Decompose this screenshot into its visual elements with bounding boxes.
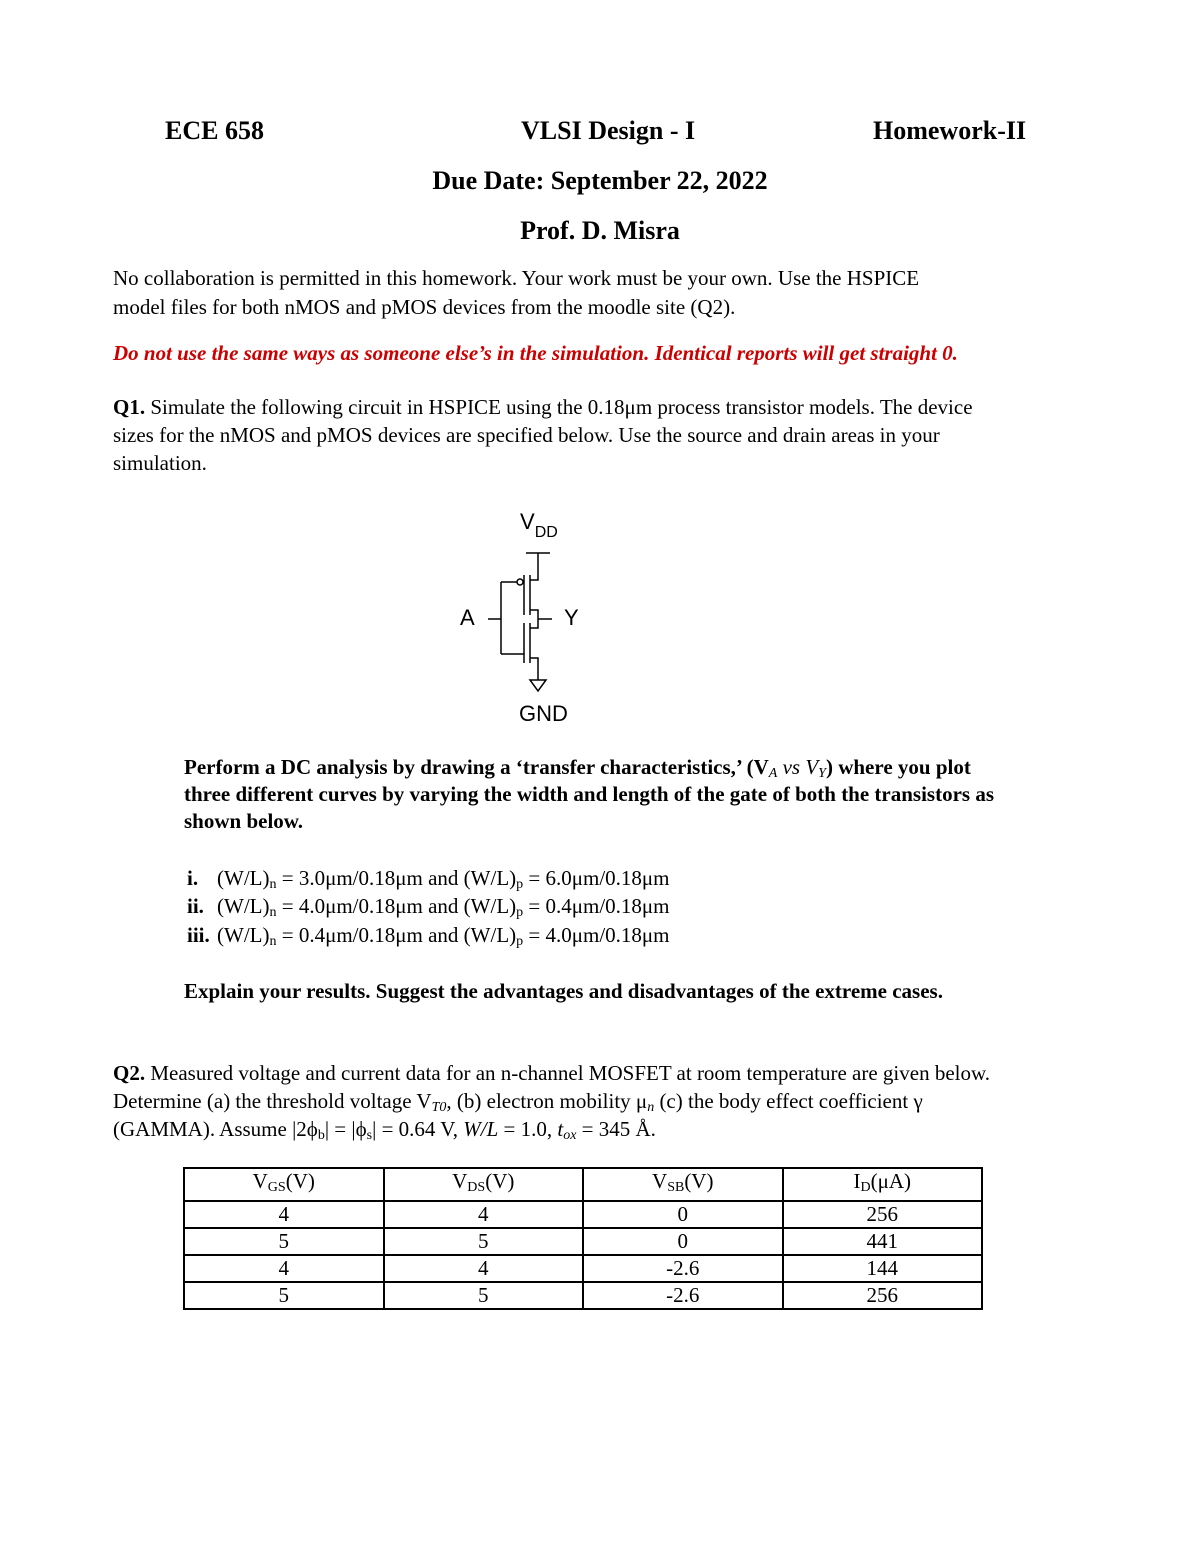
- q2-phi-s-sub: s: [366, 1128, 373, 1143]
- pmos-source: [530, 565, 538, 580]
- header-main: I: [853, 1169, 861, 1193]
- table-cell: 0: [583, 1201, 783, 1228]
- table-cell: 5: [384, 1282, 584, 1309]
- case-wl-n: (W/L): [217, 894, 270, 918]
- course-number: ECE 658: [165, 116, 264, 145]
- case-sub-p: p: [516, 934, 524, 949]
- case-sub-n: n: [269, 877, 277, 892]
- q2-wl: W/L: [463, 1117, 499, 1141]
- table-cell: 441: [783, 1228, 983, 1255]
- explain-results: Explain your results. Suggest the advantages and disadvantages of the extreme cases.: [184, 979, 943, 1003]
- perform-line-1-end: ) where you plot: [825, 755, 971, 779]
- table-row: [184, 1201, 982, 1228]
- q2-line-1-text: Measured voltage and current data for an n-channel MOSFET at room temperature are given below.: [145, 1061, 991, 1085]
- header-main: V: [452, 1169, 468, 1193]
- case-sub-n: n: [269, 934, 277, 949]
- course-title: VLSI Design - I: [521, 116, 696, 145]
- q2-tox: t: [557, 1117, 564, 1141]
- q1-line-2: sizes for the nMOS and pMOS devices are specified below. Use the source and drain areas in your: [113, 423, 940, 447]
- q2-mu-sub: n: [647, 1100, 655, 1115]
- case-item-3: [187, 921, 670, 956]
- q2-line-3-end: = 345 Å.: [576, 1117, 656, 1141]
- q2-phi-b-sub: b: [317, 1128, 325, 1143]
- assignment-title: Homework-II: [873, 116, 1027, 145]
- q2-line-1: [113, 1059, 990, 1087]
- case-wl-n: (W/L): [217, 866, 270, 890]
- case-rest-p: = 0.4μm/0.18μm: [523, 894, 670, 918]
- q2-line-3-mid: | = |ϕ: [324, 1117, 367, 1141]
- warning-text: Do not use the same ways as someone else’s in the simulation. Identical reports will get straight 0.: [113, 341, 958, 365]
- table-cell: 4: [184, 1201, 384, 1228]
- header-sub: GS: [267, 1180, 286, 1195]
- professor-name: Prof. D. Misra: [520, 216, 680, 245]
- header-sub: D: [860, 1180, 871, 1195]
- due-date: Due Date: September 22, 2022: [432, 166, 768, 195]
- header-main: V: [252, 1169, 268, 1193]
- header-unit: (V): [485, 1169, 515, 1193]
- header-sub: DS: [467, 1180, 486, 1195]
- case-number: i.: [187, 866, 199, 890]
- table-header-row: [184, 1168, 982, 1201]
- case-rest-p: = 4.0μm/0.18μm: [523, 923, 670, 947]
- case-rest-n: = 3.0μm/0.18μm and (W/L): [276, 866, 517, 890]
- header-sub: SB: [667, 1180, 685, 1195]
- input-label-a: A: [460, 605, 475, 630]
- case-rest-n: = 4.0μm/0.18μm and (W/L): [276, 894, 517, 918]
- q2-line-2-text: Determine (a) the threshold voltage V: [113, 1089, 432, 1113]
- header-unit: (μA): [870, 1169, 912, 1193]
- header-main: V: [652, 1169, 668, 1193]
- q2-tox-sub: ox: [563, 1128, 577, 1143]
- gnd-label: GND: [519, 701, 568, 726]
- q2-line-3-mid3: = 1.0,: [498, 1117, 558, 1141]
- gnd-symbol: [530, 680, 546, 691]
- case-sub-n: n: [269, 905, 277, 920]
- q2-label: Q2.: [113, 1061, 146, 1085]
- perform-vy-sub: Y: [818, 766, 826, 781]
- case-rest-p: = 6.0μm/0.18μm: [523, 866, 670, 890]
- table-cell: -2.6: [583, 1255, 783, 1282]
- q1-line-1-text: Simulate the following circuit in HSPICE using the 0.18μm process transistor models. The device: [145, 395, 973, 419]
- q1-line-3: simulation.: [113, 451, 207, 475]
- case-sub-p: p: [516, 905, 524, 920]
- case-wl-n: (W/L): [217, 923, 270, 947]
- table-header-cell: [384, 1168, 584, 1201]
- table-cell: 5: [184, 1228, 384, 1255]
- table-cell: 0: [583, 1228, 783, 1255]
- vdd-label: [520, 509, 558, 542]
- inverter-circuit: [440, 505, 640, 730]
- q2-line-3-text: (GAMMA). Assume |2ϕ: [113, 1117, 318, 1141]
- q2-line-3: [113, 1115, 656, 1150]
- case-number: ii.: [187, 894, 204, 918]
- table-header-cell: [583, 1168, 783, 1201]
- q2-line-3-mid2: | = 0.64 V,: [372, 1117, 464, 1141]
- table-cell: -2.6: [583, 1282, 783, 1309]
- perform-line-1-text: Perform a DC analysis by drawing a ‘transfer characteristics,’ (V: [184, 755, 769, 779]
- table-cell: 4: [384, 1201, 584, 1228]
- table-cell: 4: [384, 1255, 584, 1282]
- table-row: [184, 1282, 982, 1309]
- output-label-y: Y: [564, 605, 579, 630]
- table-cell: 5: [184, 1282, 384, 1309]
- perform-va-sub: A: [768, 766, 778, 781]
- perform-line-2: three different curves by varying the width and length of the gate of both the transistors as: [184, 782, 995, 806]
- table-row: [184, 1228, 982, 1255]
- pmos-bubble: [517, 579, 523, 585]
- q2-vt0-sub: T0: [431, 1100, 447, 1115]
- case-number: iii.: [187, 923, 210, 947]
- perform-vs: vs V: [777, 755, 819, 779]
- table-header-cell: [783, 1168, 983, 1201]
- header-unit: (V): [285, 1169, 315, 1193]
- table-cell: 256: [783, 1282, 983, 1309]
- q2-line-2-rest: , (b) electron mobility μ: [446, 1089, 648, 1113]
- case-sub-p: p: [516, 877, 524, 892]
- case-rest-n: = 0.4μm/0.18μm and (W/L): [276, 923, 517, 947]
- q1-line-1: [113, 393, 973, 421]
- pmos-drain: [530, 610, 538, 619]
- q1-label: Q1.: [113, 395, 146, 419]
- table-cell: 4: [184, 1255, 384, 1282]
- vdd-label-main: V: [520, 509, 535, 534]
- table-cell: 256: [783, 1201, 983, 1228]
- table-row: [184, 1255, 982, 1282]
- table-header-cell: [184, 1168, 384, 1201]
- mosfet-data-table: [183, 1167, 983, 1310]
- vdd-label-sub: DD: [534, 524, 558, 541]
- perform-line-3: shown below.: [184, 809, 304, 833]
- intro-line-2: model files for both nMOS and pMOS devices from the moodle site (Q2).: [113, 295, 736, 319]
- nmos-source: [530, 658, 538, 675]
- nmos-drain: [530, 619, 538, 628]
- header-unit: (V): [684, 1169, 714, 1193]
- table-cell: 5: [384, 1228, 584, 1255]
- q2-line-2-end: (c) the body effect coefficient γ: [654, 1089, 923, 1113]
- table-cell: 144: [783, 1255, 983, 1282]
- intro-line-1: No collaboration is permitted in this homework. Your work must be your own. Use the HSPICE: [113, 266, 920, 290]
